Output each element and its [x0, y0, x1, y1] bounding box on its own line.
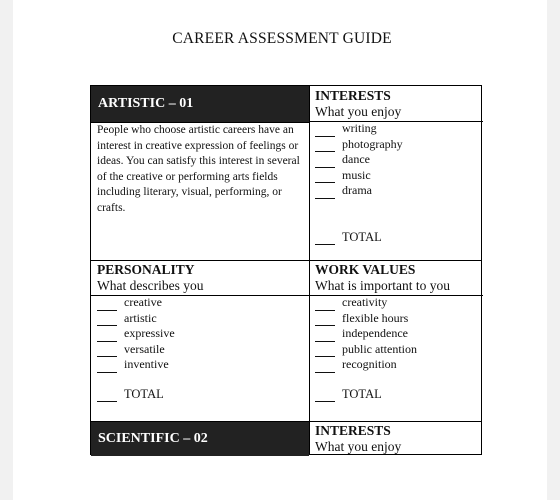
work-values-total — [315, 387, 382, 402]
checklist-item — [97, 357, 175, 373]
answer-blank[interactable] — [97, 346, 117, 357]
item-label: writing — [342, 121, 377, 135]
personality-title: PERSONALITY — [97, 262, 195, 277]
item-label: creative — [124, 295, 162, 309]
checklist-item — [315, 137, 403, 153]
checklist-item — [97, 326, 175, 342]
column-divider — [309, 86, 310, 454]
item-label: flexible hours — [342, 310, 409, 325]
artistic-header: ARTISTIC – 01 — [91, 86, 309, 122]
personality-subtitle: What describes you — [97, 278, 204, 293]
work-values-list — [315, 295, 417, 373]
total-blank[interactable] — [97, 391, 117, 402]
section-divider — [91, 260, 481, 261]
interests-list — [315, 121, 403, 199]
checklist-item — [315, 121, 403, 137]
total-label: TOTAL — [124, 387, 164, 401]
interests-title: INTERESTS — [315, 88, 391, 103]
checklist-item — [315, 311, 417, 327]
checklist-item — [97, 295, 175, 311]
item-label: independence — [342, 326, 408, 340]
interests-2-title: INTERESTS — [315, 423, 391, 438]
checklist-item — [315, 152, 403, 168]
interests-total — [315, 230, 382, 245]
item-label: creativity — [342, 295, 388, 309]
answer-blank[interactable] — [315, 362, 335, 373]
total-blank[interactable] — [315, 391, 335, 402]
checklist-item — [315, 342, 417, 358]
item-label: expressive — [124, 326, 175, 340]
answer-blank[interactable] — [315, 141, 335, 152]
checklist-item — [315, 183, 403, 199]
personality-total — [97, 387, 164, 402]
answer-blank[interactable] — [97, 331, 117, 342]
item-label: music — [342, 167, 371, 182]
item-label: photography — [342, 136, 403, 151]
total-blank[interactable] — [315, 234, 335, 245]
answer-blank[interactable] — [315, 300, 335, 311]
checklist-item — [315, 326, 417, 342]
answer-blank[interactable] — [315, 157, 335, 168]
interests-subtitle: What you enjoy — [315, 104, 402, 119]
item-label: drama — [342, 183, 372, 197]
answer-blank[interactable] — [315, 346, 335, 357]
answer-blank[interactable] — [97, 362, 117, 373]
item-label: artistic — [124, 310, 157, 325]
answer-blank[interactable] — [97, 315, 117, 326]
artistic-description: People who choose artistic careers have an interest in creative expression of feelings or ideas. You can satisfy this interest in several of the creative or performing arts fields including literary, visual, performing, or crafts. — [97, 124, 300, 214]
checklist-item — [315, 295, 417, 311]
interests-2-subtitle: What you enjoy — [315, 439, 402, 454]
checklist-item — [315, 168, 403, 184]
total-label: TOTAL — [342, 230, 382, 244]
item-label: recognition — [342, 357, 397, 371]
answer-blank[interactable] — [315, 315, 335, 326]
document-title: CAREER ASSESSMENT GUIDE — [172, 30, 392, 47]
personality-list — [97, 295, 175, 373]
work-values-title: WORK VALUES — [315, 262, 416, 277]
total-label: TOTAL — [342, 387, 382, 401]
answer-blank[interactable] — [315, 172, 335, 183]
scientific-header: SCIENTIFIC – 02 — [91, 422, 309, 456]
answer-blank[interactable] — [315, 188, 335, 199]
assessment-table — [90, 85, 482, 455]
item-label: dance — [342, 152, 370, 166]
answer-blank[interactable] — [315, 331, 335, 342]
item-label: versatile — [124, 341, 165, 356]
checklist-item — [315, 357, 417, 373]
item-label: inventive — [124, 357, 169, 371]
answer-blank[interactable] — [97, 300, 117, 311]
checklist-item — [97, 342, 175, 358]
checklist-item — [97, 311, 175, 327]
work-values-subtitle: What is important to you — [315, 278, 450, 293]
answer-blank[interactable] — [315, 126, 335, 137]
item-label: public attention — [342, 341, 417, 356]
